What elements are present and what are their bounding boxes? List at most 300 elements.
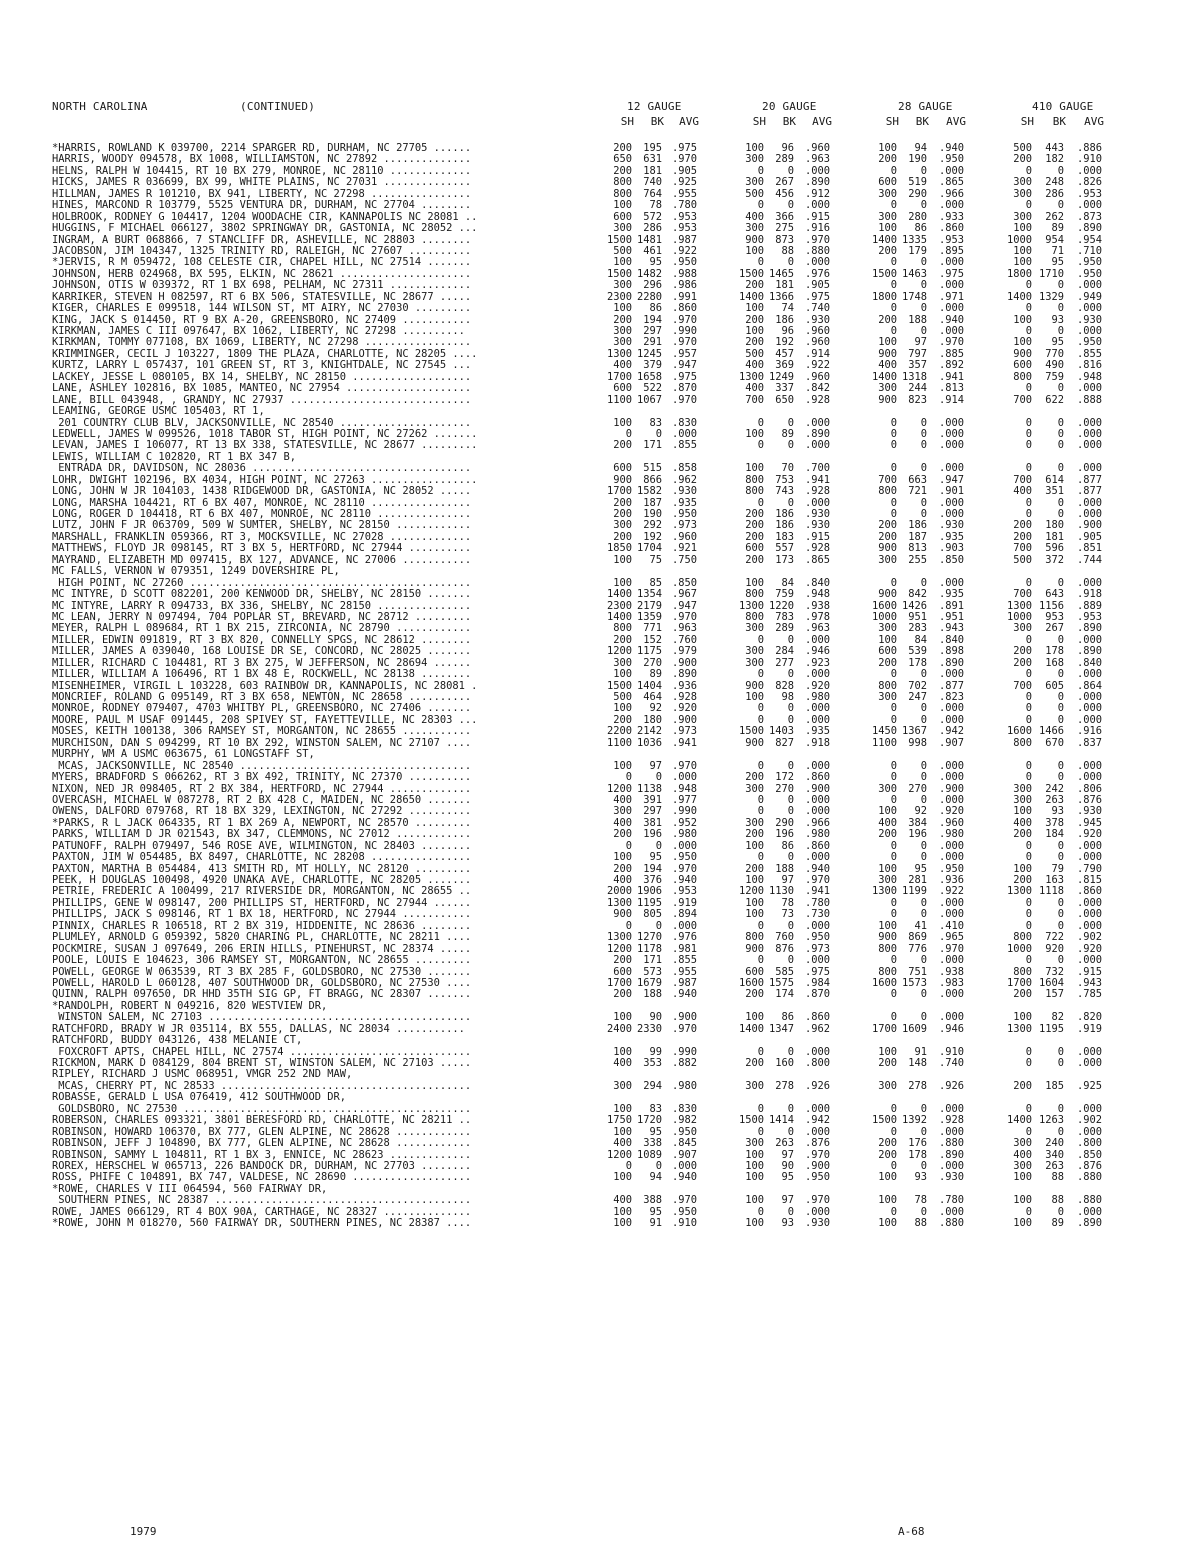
- score-cell-sh: 0: [757, 199, 764, 212]
- score-cell-avg: .850: [938, 553, 964, 566]
- score-cell-bk: 160: [775, 1057, 794, 1069]
- score-cell-sh: 800: [745, 485, 764, 498]
- table-row: [52, 269, 1172, 280]
- score-cell-avg: .000: [1076, 325, 1102, 337]
- score-cell-sh: 100: [613, 199, 632, 212]
- score-cell-avg: .842: [804, 382, 830, 395]
- score-cell-sh: 700: [878, 473, 897, 486]
- score-cell-sh: 300: [1013, 1137, 1032, 1150]
- score-cell-bk: 196: [908, 828, 927, 841]
- score-cell-sh: 200: [878, 828, 897, 841]
- score-cell-avg: .903: [938, 542, 964, 555]
- score-cell-bk: 0: [920, 496, 927, 509]
- score-cell-bk: 289: [775, 153, 794, 166]
- score-cell-bk: 95: [649, 1205, 662, 1218]
- continued-label: (CONTINUED): [240, 100, 316, 113]
- score-cell-sh: 500: [1013, 553, 1032, 566]
- score-cell-bk: 0: [787, 256, 794, 269]
- score-cell-sh: 1200: [606, 1148, 632, 1161]
- shooter-entry: LACKEY, JESSE L 080105, BX 14, SHELBY, NC 28150 ...................: [52, 371, 472, 383]
- score-cell-avg: .000: [1076, 279, 1102, 292]
- score-cell-avg: .000: [804, 416, 830, 429]
- score-cell-bk: 0: [920, 279, 927, 292]
- shooter-entry: GOLDSBORO, NC 27530 ..............................................: [52, 1103, 472, 1115]
- score-cell-avg: .950: [804, 1171, 830, 1184]
- score-cell-sh: 800: [613, 176, 632, 189]
- score-cell-bk: 88: [914, 1217, 927, 1230]
- score-cell-avg: .930: [804, 313, 830, 326]
- shooter-entry: ROSS, PHIFE C 104891, BX 747, VALDESE, NC 28690 ...................: [52, 1172, 472, 1184]
- score-cell-avg: .892: [938, 359, 964, 372]
- score-cell-sh: 0: [1025, 1057, 1032, 1069]
- score-cell-avg: .830: [671, 416, 697, 429]
- score-cell-sh: 100: [745, 839, 764, 852]
- score-cell-avg: .940: [804, 862, 830, 875]
- score-cell-sh: 0: [890, 1205, 897, 1218]
- score-cell-sh: 400: [745, 359, 764, 372]
- score-cell-avg: .923: [804, 656, 830, 669]
- shooter-entry: MEYER, RALPH L 089684, RT 1 BX 215, ZIRCONIA, NC 28790 ............: [52, 623, 472, 635]
- score-cell-avg: .952: [671, 816, 697, 829]
- score-cell-bk: 0: [920, 164, 927, 177]
- score-cell-bk: 823: [908, 393, 927, 406]
- score-cell-bk: 1089: [636, 1148, 662, 1161]
- score-cell-bk: 376: [643, 874, 662, 886]
- score-cell-bk: 1220: [768, 599, 794, 612]
- score-cell-avg: .000: [1076, 302, 1102, 315]
- score-cell-avg: .000: [1076, 1125, 1102, 1138]
- score-cell-avg: .935: [804, 725, 830, 738]
- table-row: [52, 749, 1172, 760]
- score-cell-avg: .000: [1076, 713, 1102, 726]
- score-cell-sh: 0: [1025, 896, 1032, 909]
- table-row: [52, 315, 1172, 326]
- score-cell-bk: 0: [920, 908, 927, 921]
- score-cell-avg: .890: [938, 656, 964, 669]
- score-cell-bk: 0: [1057, 771, 1064, 784]
- score-cell-sh: 1400: [871, 233, 897, 246]
- score-cell-avg: .000: [1076, 508, 1102, 520]
- score-cell-sh: 1300: [1006, 599, 1032, 612]
- score-cell-sh: 1500: [606, 679, 632, 692]
- score-cell-bk: 186: [908, 519, 927, 532]
- shooter-entry: LEWIS, WILLIAM C 102820, RT 1 BX 347 B,: [52, 451, 296, 463]
- score-cell-bk: 869: [908, 931, 927, 944]
- score-cell-avg: .912: [804, 187, 830, 200]
- score-cell-avg: .000: [1076, 439, 1102, 452]
- score-cell-bk: 539: [908, 645, 927, 658]
- score-cell-bk: 97: [781, 1194, 794, 1207]
- score-cell-sh: 100: [1013, 805, 1032, 818]
- score-cell-bk: 1036: [636, 736, 662, 749]
- score-cell-sh: 200: [745, 279, 764, 292]
- score-cell-avg: .928: [804, 542, 830, 555]
- score-cell-bk: 0: [787, 759, 794, 772]
- score-cell-bk: 1609: [901, 1022, 927, 1035]
- score-cell-sh: 800: [745, 931, 764, 944]
- shooter-entry: *ROWE, JOHN M 018270, 560 FAIRWAY DR, SOUTHERN PINES, NC 28387 ....: [52, 1218, 472, 1230]
- shooter-entry: ROBASSE, GERALD L USA 076419, 412 SOUTHWOOD DR,: [52, 1092, 347, 1104]
- table-row: [52, 498, 1172, 509]
- score-cell-bk: 0: [1057, 839, 1064, 852]
- score-cell-bk: 88: [781, 244, 794, 257]
- score-cell-avg: .938: [938, 965, 964, 978]
- score-cell-avg: .806: [1076, 782, 1102, 795]
- score-cell-avg: .890: [938, 1148, 964, 1161]
- shooter-entry: POWELL, GEORGE W 063539, RT 3 BX 285 F, GOLDSBORO, NC 27530 .......: [52, 966, 472, 978]
- score-cell-sh: 100: [613, 1205, 632, 1218]
- score-cell-sh: 100: [613, 256, 632, 269]
- score-cell-sh: 200: [613, 496, 632, 509]
- shooter-entry: KIRKMAN, TOMMY 077108, BX 1069, LIBERTY, NC 27298 .................: [52, 337, 472, 349]
- score-cell-sh: 100: [745, 302, 764, 315]
- score-cell-bk: 286: [643, 222, 662, 235]
- score-cell-bk: 70: [781, 462, 794, 475]
- score-cell-avg: .940: [671, 1171, 697, 1184]
- score-cell-bk: 240: [1045, 1137, 1064, 1150]
- score-cell-avg: .000: [804, 1102, 830, 1115]
- score-cell-avg: .850: [1076, 1148, 1102, 1161]
- score-cell-bk: 172: [775, 771, 794, 784]
- score-cell-sh: 900: [745, 736, 764, 749]
- score-cell-bk: 188: [908, 313, 927, 326]
- score-cell-avg: .888: [1076, 393, 1102, 406]
- score-cell-avg: .894: [671, 908, 697, 921]
- score-cell-sh: 300: [745, 782, 764, 795]
- score-cell-sh: 0: [1025, 1125, 1032, 1138]
- score-cell-bk: 0: [1057, 1125, 1064, 1138]
- shooter-entry: MCAS, CHERRY PT, NC 28533 ........................................: [52, 1080, 472, 1092]
- score-cell-bk: 391: [643, 793, 662, 806]
- gauge-28-heading: 28 GAUGE: [898, 100, 953, 113]
- shooter-entry: MONROE, RODNEY 079407, 4703 WHITBY PL, GREENSBORO, NC 27406 .......: [52, 703, 472, 715]
- score-cell-sh: 0: [890, 839, 897, 852]
- score-cell-sh: 0: [890, 496, 897, 509]
- score-cell-avg: .920: [1076, 942, 1102, 955]
- score-cell-sh: 0: [890, 713, 897, 726]
- score-cell-avg: .922: [804, 359, 830, 372]
- score-cell-sh: 200: [745, 336, 764, 349]
- score-cell-avg: .000: [804, 805, 830, 818]
- score-cell-sh: 1600: [1006, 725, 1032, 738]
- score-cell-avg: .000: [938, 713, 964, 726]
- score-cell-sh: 200: [745, 508, 764, 520]
- score-cell-avg: .941: [671, 736, 697, 749]
- score-cell-bk: 753: [775, 473, 794, 486]
- score-cell-sh: 1850: [606, 542, 632, 555]
- score-cell-bk: 78: [781, 896, 794, 909]
- score-cell-sh: 100: [745, 896, 764, 909]
- table-row: [52, 292, 1172, 303]
- score-cell-bk: 337: [775, 382, 794, 395]
- subheading-sh: SH: [752, 115, 766, 128]
- score-cell-sh: 200: [613, 954, 632, 967]
- score-cell-bk: 78: [914, 1194, 927, 1207]
- score-cell-bk: 951: [908, 610, 927, 623]
- score-cell-avg: .930: [938, 519, 964, 532]
- score-cell-avg: .920: [1076, 828, 1102, 841]
- score-cell-sh: 300: [613, 325, 632, 337]
- score-cell-avg: .950: [671, 851, 697, 864]
- score-cell-avg: .940: [671, 874, 697, 886]
- score-cell-bk: 290: [908, 187, 927, 200]
- score-cell-avg: .928: [804, 485, 830, 498]
- score-cell-bk: 0: [920, 954, 927, 967]
- score-cell-sh: 1200: [738, 885, 764, 898]
- score-cell-sh: 900: [878, 931, 897, 944]
- score-cell-sh: 400: [1013, 485, 1032, 498]
- score-cell-avg: .928: [804, 393, 830, 406]
- score-cell-avg: .921: [671, 542, 697, 555]
- score-cell-avg: .970: [671, 759, 697, 772]
- score-cell-bk: 190: [908, 153, 927, 166]
- score-cell-bk: 0: [1057, 668, 1064, 681]
- score-cell-sh: 200: [745, 553, 764, 566]
- score-cell-bk: 41: [914, 919, 927, 932]
- score-cell-sh: 600: [878, 645, 897, 658]
- score-cell-avg: .953: [671, 885, 697, 898]
- score-cell-bk: 515: [643, 462, 662, 475]
- score-cell-avg: .953: [1076, 610, 1102, 623]
- shooter-entry: MCAS, JACKSONVILLE, NC 28540 .....................................: [52, 760, 472, 772]
- score-cell-avg: .953: [671, 210, 697, 223]
- table-row: [52, 784, 1172, 795]
- score-cell-sh: 600: [613, 965, 632, 978]
- table-row: [52, 864, 1172, 875]
- score-cell-avg: .920: [804, 679, 830, 692]
- score-cell-bk: 0: [787, 919, 794, 932]
- score-cell-sh: 0: [1025, 416, 1032, 429]
- score-cell-avg: .000: [938, 325, 964, 337]
- score-cell-bk: 1906: [636, 885, 662, 898]
- score-cell-avg: .855: [1076, 347, 1102, 360]
- score-cell-avg: .813: [938, 382, 964, 395]
- shooter-entry: MATTHEWS, FLOYD JR 098145, RT 3 BX 5, HERTFORD, NC 27944 ..........: [52, 543, 472, 555]
- subheading-avg: AVG: [679, 115, 699, 128]
- table-row: [52, 486, 1172, 497]
- score-cell-sh: 100: [613, 759, 632, 772]
- score-cell-bk: 1329: [1038, 290, 1064, 303]
- score-cell-avg: .902: [1076, 1114, 1102, 1127]
- score-cell-avg: .966: [938, 187, 964, 200]
- score-cell-sh: 2400: [606, 1022, 632, 1035]
- score-cell-bk: 366: [775, 210, 794, 223]
- score-cell-sh: 0: [890, 416, 897, 429]
- score-cell-sh: 0: [757, 954, 764, 967]
- score-cell-sh: 0: [757, 1045, 764, 1058]
- score-cell-sh: 100: [613, 1011, 632, 1024]
- score-cell-avg: .922: [938, 885, 964, 898]
- score-cell-avg: .000: [804, 713, 830, 726]
- score-cell-avg: .953: [1076, 187, 1102, 200]
- score-cell-sh: 200: [878, 244, 897, 257]
- shooter-entry: HARRIS, WOODY 094578, BX 1008, WILLIAMSTON, NC 27892 ..............: [52, 154, 472, 166]
- score-cell-avg: .000: [1076, 851, 1102, 864]
- score-cell-avg: .963: [804, 153, 830, 166]
- score-cell-bk: 1710: [1038, 267, 1064, 280]
- score-cell-sh: 100: [745, 1171, 764, 1184]
- score-cell-sh: 100: [1013, 336, 1032, 349]
- score-cell-sh: 400: [1013, 816, 1032, 829]
- score-cell-avg: .928: [938, 1114, 964, 1127]
- score-cell-avg: .820: [1076, 1011, 1102, 1024]
- score-cell-sh: 1300: [606, 931, 632, 944]
- score-cell-bk: 0: [787, 439, 794, 452]
- score-cell-bk: 776: [908, 942, 927, 955]
- score-cell-bk: 152: [643, 633, 662, 646]
- table-row: [52, 189, 1172, 200]
- score-cell-avg: .873: [1076, 210, 1102, 223]
- score-cell-bk: 174: [775, 988, 794, 1001]
- score-cell-sh: 0: [757, 1205, 764, 1218]
- score-cell-avg: .000: [1076, 496, 1102, 509]
- score-cell-sh: 0: [757, 668, 764, 681]
- score-cell-sh: 200: [878, 519, 897, 532]
- score-cell-sh: 300: [613, 656, 632, 669]
- score-cell-avg: .950: [1076, 336, 1102, 349]
- score-cell-sh: 100: [613, 553, 632, 566]
- score-cell-bk: 1465: [768, 267, 794, 280]
- score-cell-bk: 1067: [636, 393, 662, 406]
- score-cell-bk: 0: [1057, 954, 1064, 967]
- score-cell-bk: 0: [787, 1045, 794, 1058]
- score-cell-avg: .000: [938, 954, 964, 967]
- score-cell-avg: .000: [938, 576, 964, 589]
- score-cell-avg: .000: [938, 1011, 964, 1024]
- score-cell-sh: 300: [745, 222, 764, 235]
- score-cell-sh: 0: [890, 576, 897, 589]
- table-row: [52, 200, 1172, 211]
- score-cell-avg: .973: [671, 519, 697, 532]
- score-cell-sh: 800: [613, 622, 632, 635]
- score-cell-avg: .950: [804, 931, 830, 944]
- score-cell-bk: 186: [775, 519, 794, 532]
- score-cell-sh: 300: [878, 874, 897, 886]
- score-cell-avg: .840: [938, 633, 964, 646]
- score-cell-bk: 247: [908, 691, 927, 703]
- score-cell-avg: .000: [1076, 1205, 1102, 1218]
- score-cell-avg: .942: [938, 725, 964, 738]
- score-cell-sh: 300: [878, 782, 897, 795]
- score-cell-avg: .990: [671, 1045, 697, 1058]
- score-cell-sh: 100: [613, 1102, 632, 1115]
- score-cell-avg: .970: [671, 336, 697, 349]
- score-cell-sh: 400: [613, 793, 632, 806]
- shooter-entry: MC INTYRE, LARRY R 094733, BX 336, SHELBY, NC 28150 ...............: [52, 600, 472, 612]
- score-cell-bk: 1426: [901, 599, 927, 612]
- score-cell-avg: .000: [804, 954, 830, 967]
- score-cell-sh: 1700: [1006, 976, 1032, 989]
- shooter-entry: MOORE, PAUL M USAF 091445, 208 SPIVEY ST, FAYETTEVILLE, NC 28303 ...: [52, 714, 478, 726]
- score-cell-sh: 100: [745, 691, 764, 703]
- score-cell-avg: .898: [938, 645, 964, 658]
- score-cell-sh: 1200: [606, 942, 632, 955]
- score-cell-avg: .000: [938, 496, 964, 509]
- score-cell-sh: 200: [1013, 828, 1032, 841]
- score-cell-avg: .895: [938, 244, 964, 257]
- score-cell-avg: .973: [671, 725, 697, 738]
- score-cell-avg: .943: [1076, 976, 1102, 989]
- score-cell-sh: 100: [878, 1171, 897, 1184]
- score-cell-avg: .890: [804, 176, 830, 189]
- score-cell-avg: .960: [804, 325, 830, 337]
- score-cell-avg: .970: [671, 862, 697, 875]
- score-cell-sh: 200: [878, 1137, 897, 1150]
- score-cell-sh: 100: [745, 908, 764, 921]
- score-cell-sh: 300: [1013, 793, 1032, 806]
- score-cell-bk: 585: [775, 965, 794, 978]
- score-cell-avg: .877: [938, 679, 964, 692]
- table-row: [52, 280, 1172, 291]
- score-cell-avg: .000: [938, 896, 964, 909]
- score-cell-sh: 800: [878, 942, 897, 955]
- score-cell-sh: 200: [745, 1057, 764, 1069]
- score-cell-sh: 0: [890, 256, 897, 269]
- score-cell-sh: 0: [757, 759, 764, 772]
- score-cell-sh: 1600: [871, 599, 897, 612]
- score-cell-bk: 89: [1051, 1217, 1064, 1230]
- subheading-avg: AVG: [812, 115, 832, 128]
- score-cell-bk: 0: [920, 1205, 927, 1218]
- shooter-entry: MILLER, WILLIAM A 106496, RT 1 BX 48 E, ROCKWELL, NC 28138 ........: [52, 669, 472, 681]
- score-cell-sh: 100: [878, 1045, 897, 1058]
- shooter-entry: *PARKS, R L JACK 064335, RT 1 BX 269 A, NEWPORT, NC 28570 .........: [52, 817, 472, 829]
- score-cell-avg: .000: [1076, 919, 1102, 932]
- score-cell-avg: .970: [671, 313, 697, 326]
- score-cell-bk: 0: [920, 427, 927, 440]
- score-cell-sh: 0: [1025, 279, 1032, 292]
- score-cell-bk: 270: [908, 782, 927, 795]
- table-row: [52, 852, 1172, 863]
- score-cell-avg: .876: [1076, 793, 1102, 806]
- score-cell-sh: 1400: [1006, 1114, 1032, 1127]
- score-cell-bk: 95: [781, 1171, 794, 1184]
- score-cell-bk: 186: [775, 313, 794, 326]
- score-cell-avg: .410: [938, 919, 964, 932]
- score-cell-sh: 2200: [606, 725, 632, 738]
- score-cell-bk: 278: [775, 1079, 794, 1092]
- score-cell-avg: .920: [938, 805, 964, 818]
- score-cell-avg: .700: [804, 462, 830, 475]
- score-cell-bk: 93: [1051, 313, 1064, 326]
- score-cell-bk: 2330: [636, 1022, 662, 1035]
- score-cell-bk: 369: [775, 359, 794, 372]
- score-cell-avg: .910: [938, 1045, 964, 1058]
- score-cell-avg: .890: [671, 668, 697, 681]
- score-cell-sh: 200: [1013, 988, 1032, 1001]
- score-cell-bk: 78: [649, 199, 662, 212]
- shooter-entry: JOHNSON, HERB 024968, BX 595, ELKIN, NC 28621 .....................: [52, 268, 472, 280]
- score-cell-avg: .860: [804, 771, 830, 784]
- score-cell-bk: 196: [643, 828, 662, 841]
- score-cell-avg: .950: [671, 1205, 697, 1218]
- score-cell-avg: .000: [938, 851, 964, 864]
- score-cell-sh: 400: [878, 359, 897, 372]
- score-cell-avg: .918: [804, 736, 830, 749]
- score-cell-avg: .000: [938, 908, 964, 921]
- score-cell-bk: 71: [1051, 244, 1064, 257]
- score-cell-bk: 702: [908, 679, 927, 692]
- score-cell-sh: 100: [878, 805, 897, 818]
- score-cell-bk: 759: [775, 588, 794, 601]
- score-cell-sh: 900: [613, 908, 632, 921]
- table-row: [52, 223, 1172, 234]
- table-row: [52, 703, 1172, 714]
- score-cell-bk: 180: [643, 713, 662, 726]
- score-cell-sh: 1700: [871, 1022, 897, 1035]
- score-cell-sh: 100: [613, 1045, 632, 1058]
- score-cell-sh: 0: [890, 1011, 897, 1024]
